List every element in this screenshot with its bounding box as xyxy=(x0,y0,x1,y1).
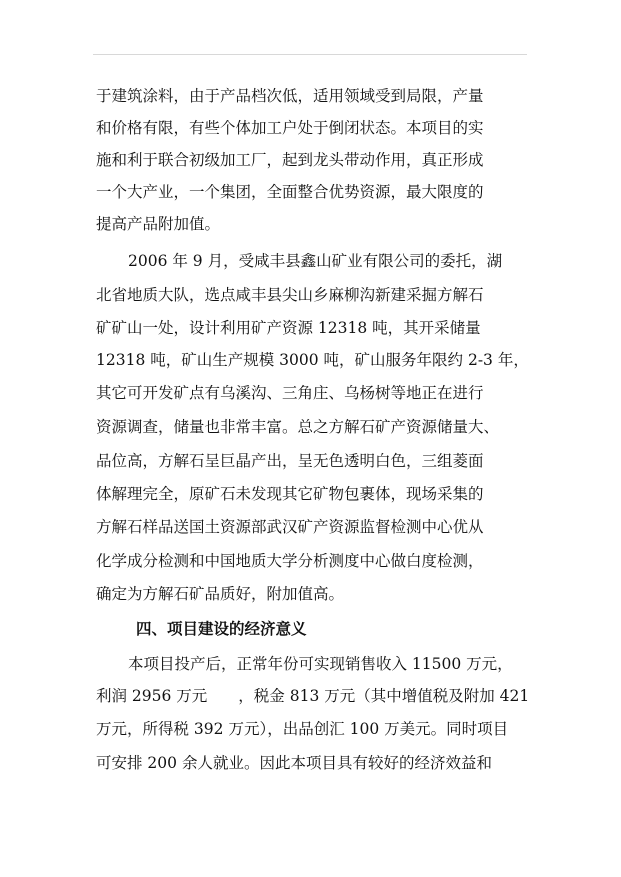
text-line: 2006 年 9 月，受咸丰县鑫山矿业有限公司的委托，湖 xyxy=(128,252,503,270)
text-line: 品位高，方解石呈巨晶产出，呈无色透明白色，三组菱面 xyxy=(96,452,484,470)
text-line: 一个大产业，一个集团，全面整合优势资源，最大限度的 xyxy=(96,183,484,201)
text-line: 和价格有限，有些个体加工户处于倒闭状态。本项目的实 xyxy=(96,119,484,137)
text-line: 方解石样品送国土资源部武汉矿产资源监督检测中心优从 xyxy=(96,518,484,536)
text-line: 资源调查，储量也非常丰富。总之方解石矿产资源储量大、 xyxy=(96,418,500,436)
text-line: 体解理完全，原矿石未发现其它矿物包裹体，现场采集的 xyxy=(96,485,484,503)
text-line: 万元，所得税 392 万元），出品创汇 100 万美元。同时项目 xyxy=(96,720,509,738)
text-line: 化学成分检测和中国地质大学分析测度中心做白度检测， xyxy=(96,552,484,570)
text-line: 矿矿山一处，设计利用矿产资源 12318 吨，其开采储量 xyxy=(96,319,481,337)
section-heading: 四、项目建设的经济意义 xyxy=(136,619,307,638)
page-header-rule xyxy=(93,54,527,55)
text-line: 确定为方解石矿品质好，附加值高。 xyxy=(96,585,345,603)
text-line: 其它可开发矿点有乌溪沟、三角庄、乌杨树等地正在进行 xyxy=(96,384,484,402)
text-line: 于建筑涂料，由于产品档次低，适用领域受到局限，产量 xyxy=(96,87,484,105)
text-line: 本项目投产后，正常年份可实现销售收入 11500 万元， xyxy=(128,655,513,673)
text-line: 利润 2956 万元 ，税金 813 万元（其中增值税及附加 421 xyxy=(96,687,530,705)
text-line: 提高产品附加值。 xyxy=(96,215,221,233)
text-line: 北省地质大队，选点咸丰县尖山乡麻柳沟新建采掘方解石 xyxy=(96,286,484,304)
text-line: 可安排 200 余人就业。因此本项目具有较好的经济效益和 xyxy=(96,754,492,772)
text-line: 12318 吨，矿山生产规模 3000 吨，矿山服务年限约 2-3 年， xyxy=(96,351,529,369)
text-line: 施和利于联合初级加工厂，起到龙头带动作用，真正形成 xyxy=(96,151,484,169)
